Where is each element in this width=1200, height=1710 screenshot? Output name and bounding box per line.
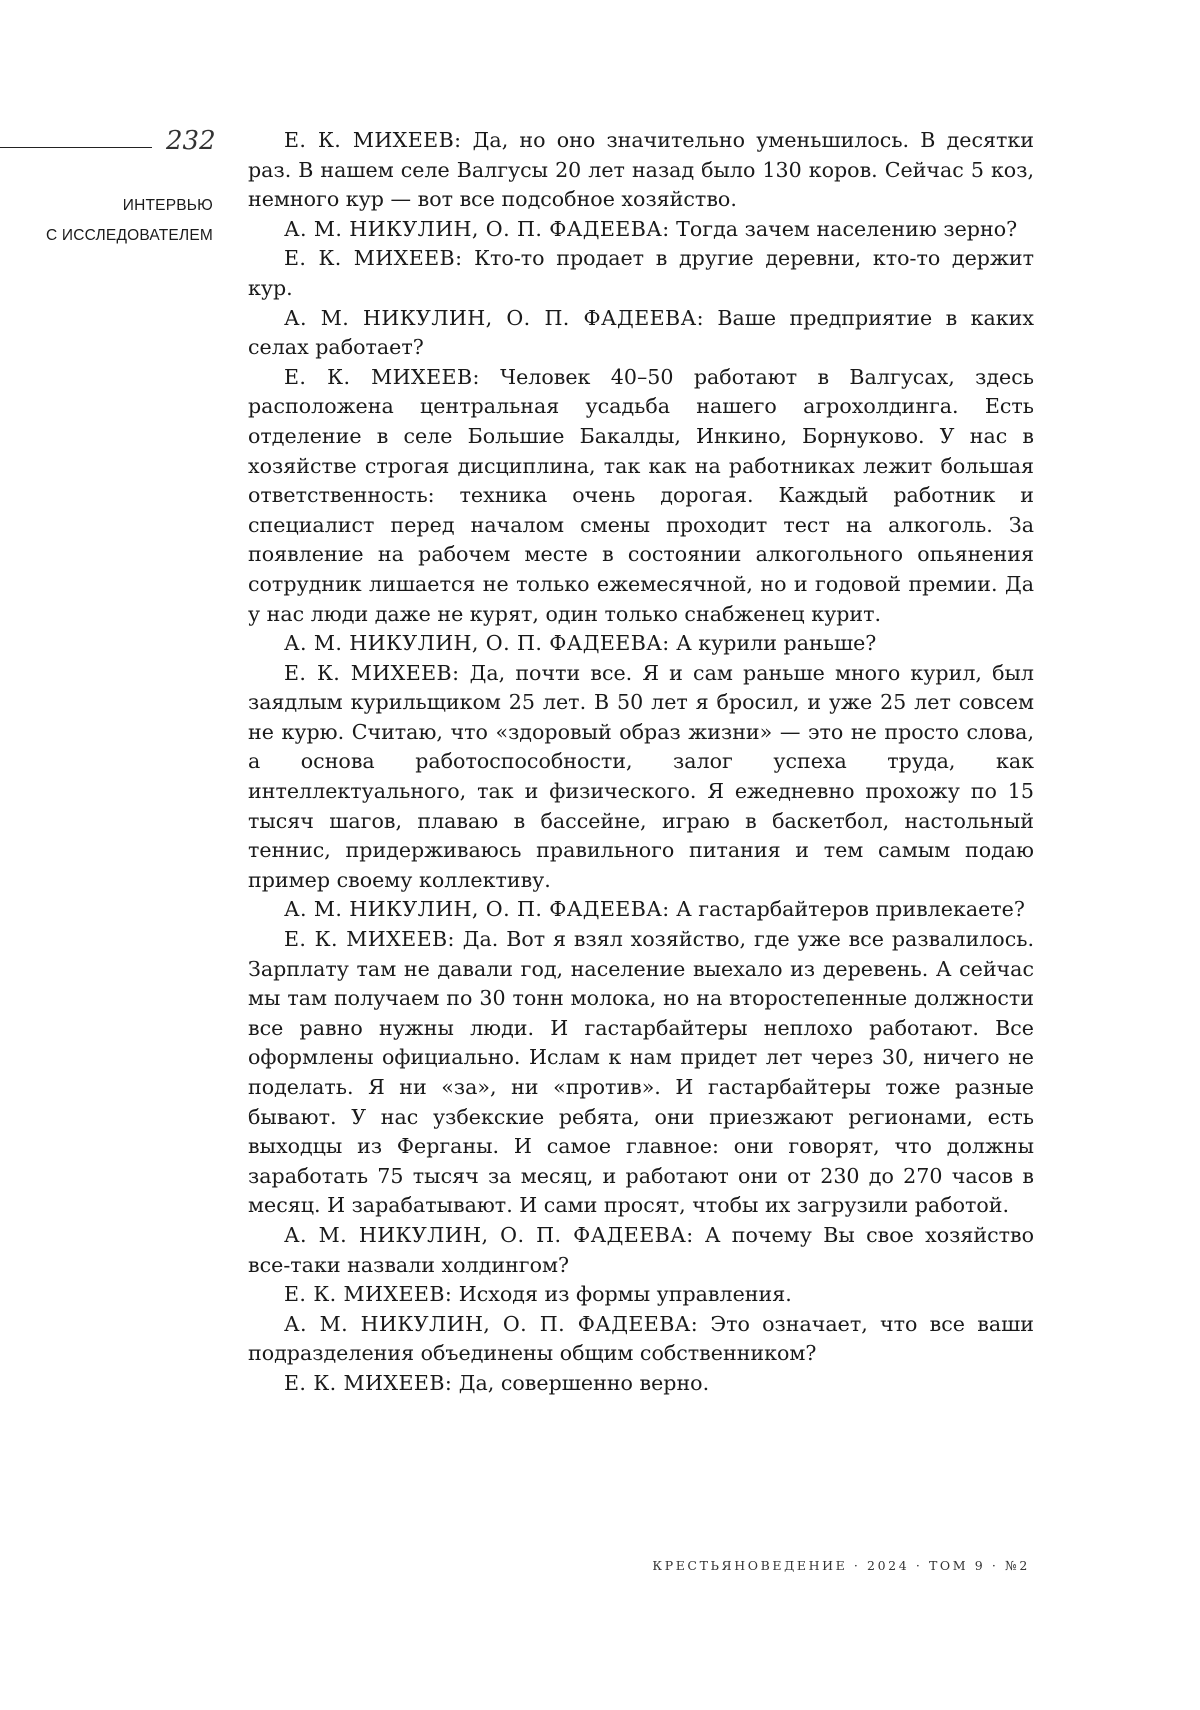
paragraph-text: А почему Вы свое хозяйство все-таки назвали холдингом? [248, 1223, 1034, 1277]
page-number: 232 [166, 126, 216, 156]
paragraph-text: Исходя из формы управления. [452, 1282, 792, 1306]
interview-text [248, 126, 1034, 1399]
speaker: А. М. НИКУЛИН, О. П. ФАДЕЕВА: [284, 306, 704, 330]
journal-page [0, 0, 1200, 1710]
paragraph-text: Да, почти все. Я и сам раньше много курил, был заядлым курильщиком 25 лет. В 50 лет я бросил, и уже 25 лет совсем не курю. Считаю, что «здоровый образ жизни» — это не просто слова, а основа работоспособности, залог успеха труда, как интеллектуального, так и физического. Я ежедневно прохожу по 15 тысяч шагов, плаваю в бассейне, играю в баскетбол, настольный теннис, придерживаюсь правильного питания и тем самым подаю пример своему коллективу. [248, 661, 1034, 892]
paragraph [248, 1221, 1034, 1280]
header-rule [0, 147, 152, 148]
speaker: Е. К. МИХЕЕВ: [284, 661, 459, 685]
paragraph [248, 304, 1034, 363]
paragraph [248, 244, 1034, 303]
paragraph-text: Ваше предприятие в каких селах работает? [248, 306, 1034, 360]
paragraph [248, 126, 1034, 215]
paragraph-text: Человек 40–50 работают в Валгусах, здесь расположена центральная усадьба нашего агрохолдинга. Есть отделение в селе Большие Бакалды, Инкино, Борнуково. У нас в хозяйстве строгая дисциплина, так как на работниках лежит большая ответственность: техника очень дорогая. Каждый работник и специалист перед началом смены проходит тест на алкоголь. За появление на рабочем месте в состоянии алкогольного опьянения сотрудник лишается не только ежемесячной, но и годовой премии. Да у нас люди даже не курят, один только снабженец курит. [248, 365, 1034, 626]
paragraph [248, 215, 1034, 245]
section-label-line-1: ИНТЕРВЬЮ [0, 191, 213, 221]
paragraph [248, 925, 1034, 1221]
paragraph [248, 1369, 1034, 1399]
paragraph-text: А курили раньше? [670, 631, 877, 655]
paragraph-text: Да, совершенно верно. [452, 1371, 709, 1395]
paragraph [248, 629, 1034, 659]
speaker: А. М. НИКУЛИН, О. П. ФАДЕЕВА: [284, 217, 670, 241]
paragraph [248, 1310, 1034, 1369]
paragraph [248, 363, 1034, 629]
section-label [0, 191, 213, 251]
paragraph [248, 895, 1034, 925]
speaker: А. М. НИКУЛИН, О. П. ФАДЕЕВА: [284, 897, 670, 921]
paragraph-text: А гастарбайтеров привлекаете? [670, 897, 1025, 921]
speaker: А. М. НИКУЛИН, О. П. ФАДЕЕВА: [284, 1223, 694, 1247]
speaker: А. М. НИКУЛИН, О. П. ФАДЕЕВА: [284, 631, 670, 655]
speaker: Е. К. МИХЕЕВ: [284, 927, 455, 951]
paragraph [248, 659, 1034, 896]
section-label-line-2: С ИССЛЕДОВАТЕЛЕМ [0, 221, 213, 251]
speaker: А. М. НИКУЛИН, О. П. ФАДЕЕВА: [284, 1312, 698, 1336]
paragraph-text: Кто-то продает в другие деревни, кто-то держит кур. [248, 246, 1034, 300]
speaker: Е. К. МИХЕЕВ: [284, 128, 461, 152]
speaker: Е. К. МИХЕЕВ: [284, 246, 462, 270]
speaker: Е. К. МИХЕЕВ: [284, 1282, 452, 1306]
speaker: Е. К. МИХЕЕВ: [284, 1371, 452, 1395]
paragraph-text: Да. Вот я взял хозяйство, где уже все развалилось. Зарплату там не давали год, население выехало из деревень. А сейчас мы там получаем по 30 тонн молока, но на второстепенные должности все равно нужны люди. И гастарбайтеры неплохо работают. Все оформлены официально. Ислам к нам придет лет через 30, ничего не поделать. Я ни «за», ни «против». И гастарбайтеры тоже разные бывают. У нас узбекские ребята, они приезжают регионами, есть выходцы из Ферганы. И самое главное: они говорят, что должны заработать 75 тысяч за месяц, и работают они от 230 до 270 часов в месяц. И зарабатывают. И сами просят, чтобы их загрузили работой. [248, 927, 1034, 1217]
paragraph-text: Это означает, что все ваши подразделения объединены общим собственником? [248, 1312, 1034, 1366]
paragraph-text: Тогда зачем населению зерно? [670, 217, 1018, 241]
paragraph-text: Да, но оно значительно уменьшилось. В десятки раз. В нашем селе Валгусы 20 лет назад было 130 коров. Сейчас 5 коз, немного кур — вот все подсобное хозяйство. [248, 128, 1034, 211]
paragraph [248, 1280, 1034, 1310]
journal-footer: КРЕСТЬЯНОВЕДЕНИЕ · 2024 · ТОМ 9 · №2 [652, 1558, 1030, 1573]
speaker: Е. К. МИХЕЕВ: [284, 365, 480, 389]
